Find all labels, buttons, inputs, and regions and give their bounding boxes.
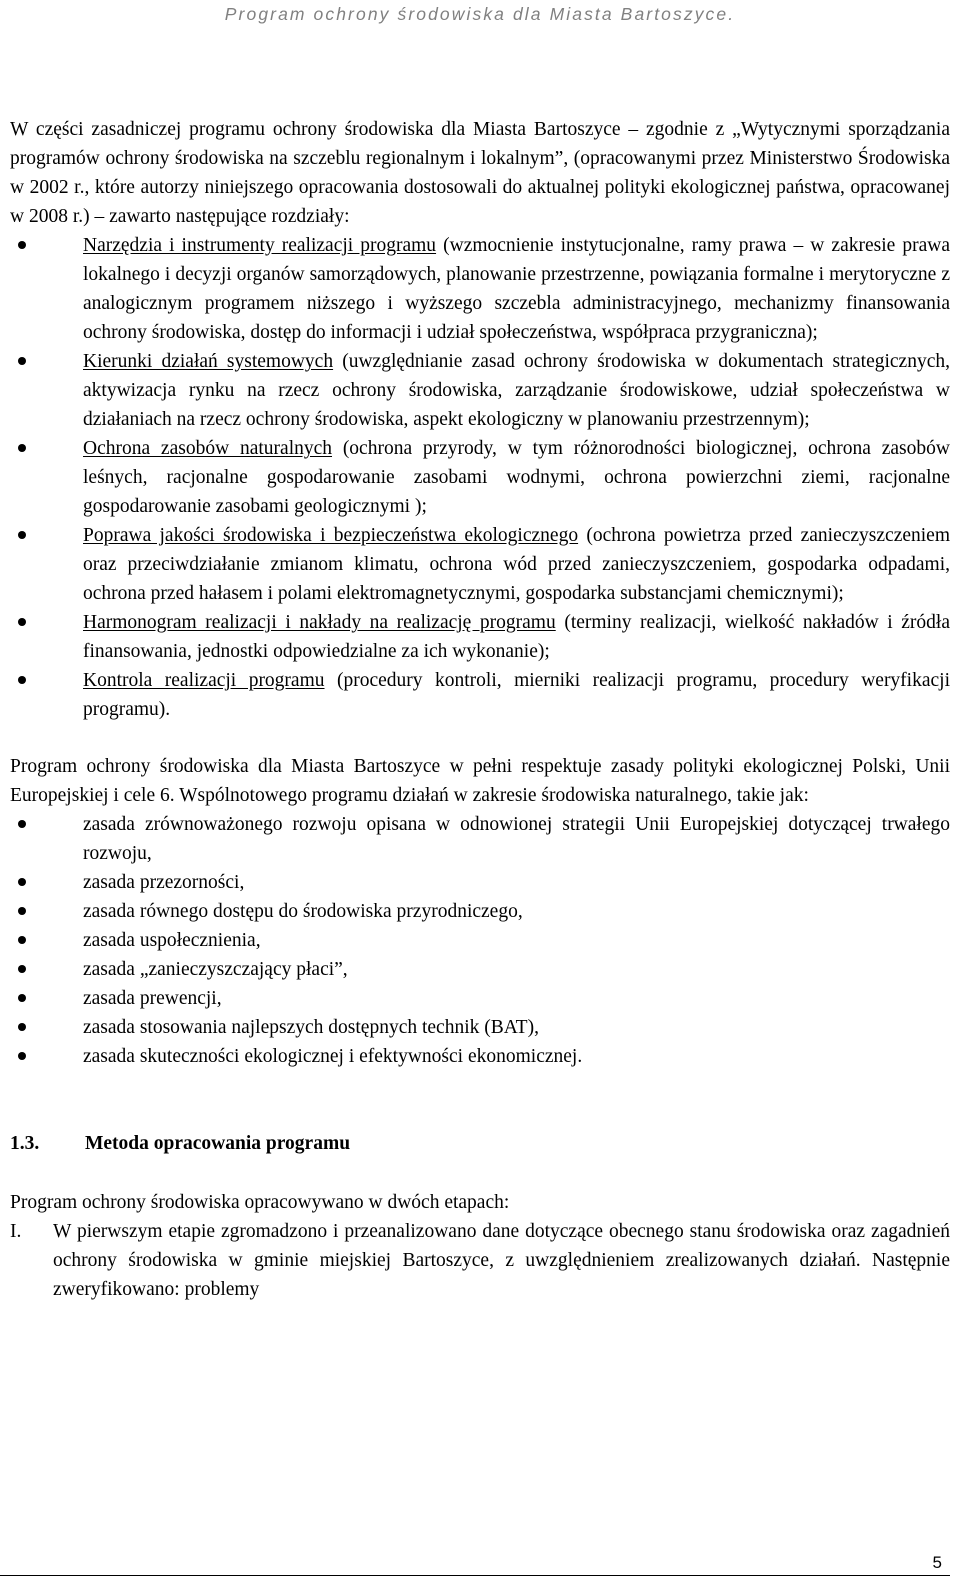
principle-text: zasada prewencji, [83,988,222,1009]
list-item [10,231,950,347]
chapter-list [10,231,950,724]
list-item [10,955,950,984]
bullet-icon [18,1052,26,1060]
chapter-description: (ochrona przyrody, w tym różnorodności biologicznej, ochrona zasobów leśnych, racjonalne gospodarowanie zasobami wodnymi, ochrona powierzchni ziemi, racjonalne gospodarowanie zasobami geologicznymi ); [83,438,950,517]
list-item [10,984,950,1013]
list-item [10,434,950,521]
list-item [10,666,950,724]
principle-text: zasada zrównoważonego rozwoju opisana w odnowionej strategii Unii Europejskiej dotyczącej trwałego rozwoju, [83,814,950,864]
chapter-description: (ochrona powietrza przed zanieczyszczeniem oraz przeciwdziałanie zmianom klimatu, ochrona wód przed zanieczyszczeniem, gospodarka odpadami, ochrona przed hałasem i polami elektromagnetycznymi, gospodarka substancjami chemicznymi); [83,525,950,604]
list-item [10,897,950,926]
footer-divider [0,1575,950,1576]
section-number: 1.3. [10,1133,40,1154]
bullet-icon [18,994,26,1002]
bullet-icon [18,618,26,626]
chapter-description: (uwzględnianie zasad ochrony środowiska w dokumentach strategicznych, aktywizacja rynku na rzecz ochrony środowiska, zarządzanie środowiskowe, udział społeczeństwa w działaniach na rzecz ochrony środowiska, aspekt ekologiczny w planowaniu przestrzennym); [83,351,950,430]
principle-text: zasada skuteczności ekologicznej i efektywności ekonomicznej. [83,1046,583,1067]
chapter-description: (terminy realizacji, wielkość nakładów i źródła finansowania, jednostki odpowiedzialne za ich wykonanie); [83,612,950,662]
bullet-icon [18,965,26,973]
principle-text: zasada przezorności, [83,872,245,893]
bullet-icon [18,531,26,539]
intro-paragraph: W części zasadniczej programu ochrony środowiska dla Miasta Bartoszyce – zgodnie z „Wytycznymi sporządzania programów ochrony środowiska na szczeblu regionalnym i lokalnym”, (opracowanymi przez Ministerstwo Środowiska w 2002 r., które autorzy niniejszego opracowania dostosowali do aktualnej polityki ekologicznej państwa, opracowanej w 2008 r.) – zawarto następujące rozdziały: [10,119,950,227]
list-item [10,926,950,955]
stage-text: W pierwszym etapie zgromadzono i przeanalizowano dane dotyczące obecnego stanu środowiska oraz zagadnień ochrony środowiska w gminie miejskiej Bartoszyce, z uwzględnieniem zrealizowanych działań. Następnie zweryfikowano: problemy [53,1221,950,1300]
list-item [10,521,950,608]
section-title: Metoda opracowania programu [85,1133,351,1154]
policy-paragraph: Program ochrony środowiska dla Miasta Bartoszyce w pełni respektuje zasady polityki ekologicznej Polski, Unii Europejskiej i cele 6. Wspólnotowego programu działań w zakresie środowiska naturalnego, takie jak: [10,756,950,806]
chapter-description: (wzmocnienie instytucjonalne, ramy prawa – w zakresie prawa lokalnego i decyzji organów samorządowych, planowanie przestrzenne, powiązania formalne i merytoryczne z analogicznym programem niższego i wyższego szczebla administracyjnego, mechanizmy finansowania ochrony środowiska, dostęp do informacji i udział społeczeństwa, współpraca przygraniczna); [83,235,950,343]
bullet-icon [18,357,26,365]
list-item [10,1013,950,1042]
principle-text: zasada uspołecznienia, [83,930,261,951]
principle-text: zasada równego dostępu do środowiska przyrodniczego, [83,901,523,922]
bullet-icon [18,676,26,684]
bullet-icon [18,878,26,886]
chapter-title: Poprawa jakości środowiska i bezpieczeństwa ekologicznego [83,525,579,546]
bullet-icon [18,936,26,944]
list-item [10,608,950,666]
bullet-icon [18,1023,26,1031]
principles-list [10,810,950,1071]
principle-text: zasada stosowania najlepszych dostępnych technik (BAT), [83,1017,539,1038]
list-item [10,810,950,868]
list-item [10,347,950,434]
bullet-icon [18,241,26,249]
chapter-description: (procedury kontroli, mierniki realizacji programu, procedury weryfikacji programu). [83,670,950,720]
bullet-icon [18,444,26,452]
stage-item [10,1217,950,1304]
chapter-title: Kontrola realizacji programu [83,670,325,691]
bullet-icon [18,907,26,915]
stage-number: I. [10,1221,22,1242]
chapter-title: Kierunki działań systemowych [83,351,334,372]
principle-text: zasada „zanieczyszczający płaci”, [83,959,348,980]
chapter-title: Harmonogram realizacji i nakłady na realizację programu [83,612,556,633]
running-header: Program ochrony środowiska dla Miasta Bartoszyce. [224,4,736,24]
list-item [10,1042,950,1071]
chapter-title: Narzędzia i instrumenty realizacji programu [83,235,437,256]
method-intro: Program ochrony środowiska opracowywano w dwóch etapach: [10,1192,510,1213]
section-heading [10,1129,950,1158]
document-body [10,115,950,1304]
list-item [10,868,950,897]
bullet-icon [18,820,26,828]
chapter-title: Ochrona zasobów naturalnych [83,438,333,459]
page-number: 5 [932,1553,942,1572]
